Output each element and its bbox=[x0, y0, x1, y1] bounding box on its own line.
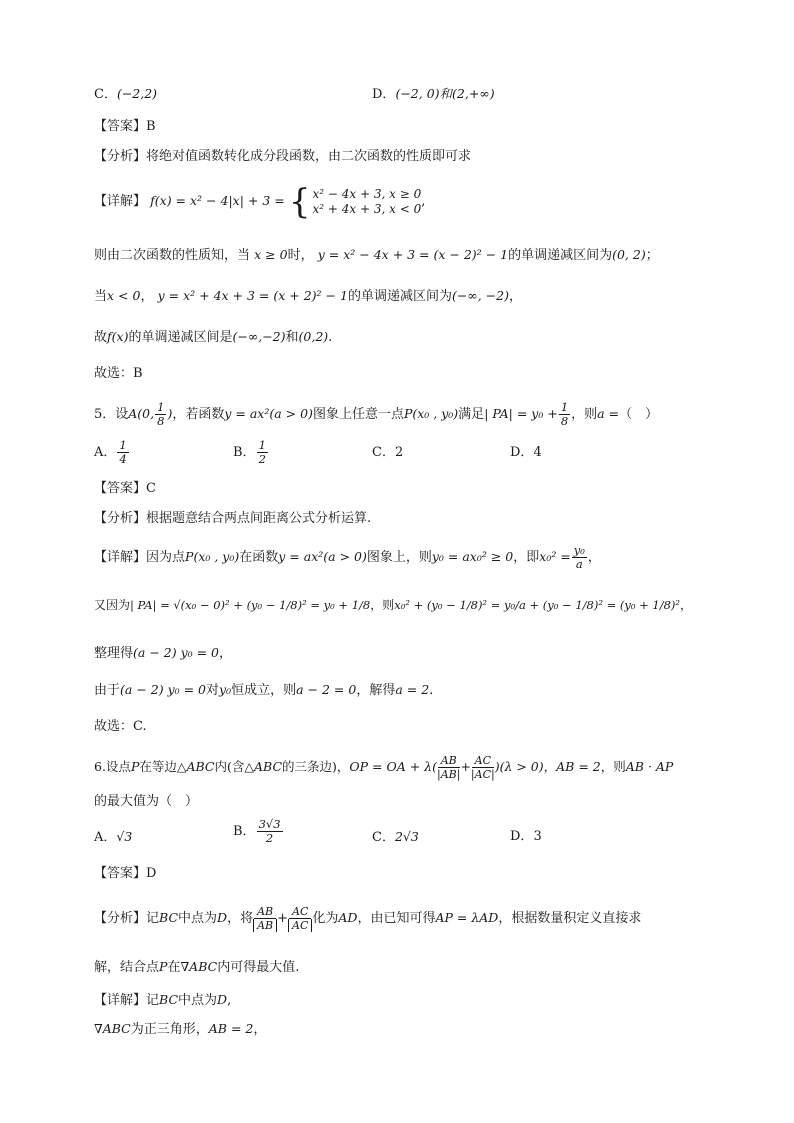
q6-analysis-line2 bbox=[94, 957, 299, 978]
numerator: AC bbox=[472, 754, 494, 768]
math: D bbox=[217, 992, 228, 1007]
q5-option-b bbox=[233, 439, 269, 467]
math: P(x₀ , y₀) bbox=[403, 406, 459, 421]
math: (0,2) bbox=[298, 329, 329, 344]
text: 满足 bbox=[458, 407, 485, 422]
answer-tag: 【答案】 bbox=[94, 119, 147, 134]
answer-tag: 【答案】 bbox=[94, 481, 147, 496]
option-label: C． bbox=[94, 87, 117, 102]
numerator: AB bbox=[254, 905, 276, 919]
fraction bbox=[257, 439, 268, 466]
q4-choose bbox=[94, 364, 143, 384]
math: P(x₀ , y₀) bbox=[185, 549, 240, 564]
text: 在 bbox=[167, 960, 181, 975]
math: P bbox=[159, 959, 168, 974]
q5-option-a bbox=[94, 439, 130, 467]
text: . bbox=[429, 683, 434, 698]
text: ； bbox=[645, 248, 659, 263]
text: 内(含 bbox=[214, 759, 245, 774]
text: 的单调递减区间为 bbox=[347, 289, 452, 304]
q5-analysis bbox=[94, 509, 371, 529]
q6-detail bbox=[94, 990, 231, 1011]
math: AD bbox=[338, 910, 358, 925]
math: BC bbox=[159, 992, 179, 1007]
denominator: 8 bbox=[560, 414, 569, 428]
numerator: AC bbox=[289, 905, 311, 919]
analysis-text: 根据题意结合两点间距离公式分析运算. bbox=[146, 511, 372, 526]
choose-text: 故选：C. bbox=[94, 719, 147, 734]
math: a = 2 bbox=[395, 682, 430, 697]
text: 的单调递减区间是 bbox=[128, 330, 233, 345]
text: ，即 bbox=[513, 550, 540, 565]
text: 6.设点 bbox=[94, 759, 131, 774]
text: 图象上，则 bbox=[366, 550, 432, 565]
math: AB = 2 bbox=[556, 759, 601, 774]
option-label: A． bbox=[94, 445, 117, 460]
text: ，则 bbox=[600, 759, 626, 774]
q5-answer bbox=[94, 479, 156, 499]
answer-tag: 【答案】 bbox=[94, 866, 147, 881]
text: 记 bbox=[146, 993, 160, 1008]
option-label: B． bbox=[233, 445, 256, 460]
text: 当 bbox=[94, 289, 108, 304]
numerator: 1 bbox=[560, 400, 569, 414]
option-label: D． bbox=[510, 445, 534, 460]
q6-option-d bbox=[510, 827, 542, 847]
text: 时， bbox=[287, 248, 314, 263]
piecewise-function: { x² − 4x + 3, x ≥ 0 x² + 4x + 3, x < 0 bbox=[288, 181, 422, 222]
detail-tag: 【详解】 bbox=[94, 550, 147, 565]
q4-line3 bbox=[94, 327, 332, 348]
text: 5．设 bbox=[94, 407, 129, 422]
answer-value: C bbox=[146, 481, 156, 496]
numerator: y₀ bbox=[573, 543, 585, 557]
q5-since bbox=[94, 680, 433, 701]
fraction bbox=[559, 401, 570, 428]
choose-text: 故选：B bbox=[94, 366, 143, 381]
math: △ABC bbox=[244, 759, 283, 774]
denominator: 2 bbox=[258, 452, 266, 466]
text: 中点为 bbox=[178, 993, 218, 1008]
text: 记 bbox=[146, 911, 160, 926]
math: y = x² − 4x + 3 = (x − 2)² − 1 bbox=[317, 247, 509, 262]
q5-detail bbox=[94, 542, 601, 573]
text: 为正三角形， bbox=[130, 1022, 209, 1037]
text: ，则 bbox=[370, 598, 395, 612]
math: ) bbox=[167, 406, 173, 421]
analysis-tag: 【分析】 bbox=[94, 149, 147, 164]
denominator: AC bbox=[288, 919, 312, 932]
math: y₀ bbox=[219, 682, 232, 697]
math: ∇ABC bbox=[180, 959, 218, 974]
unit-vector-ab bbox=[253, 905, 277, 932]
denominator: a bbox=[575, 557, 583, 571]
option-value: (−2, 0)和(2,+∞) bbox=[395, 86, 495, 101]
math: y₀ = ax₀² ≥ 0 bbox=[431, 549, 514, 564]
math: AP = λAD bbox=[435, 910, 499, 925]
option-value: 4 bbox=[533, 445, 542, 460]
q4-line1 bbox=[94, 245, 659, 266]
text: ， bbox=[680, 598, 693, 612]
numerator: 1 bbox=[258, 438, 266, 452]
fraction bbox=[257, 818, 283, 845]
denominator: |AC| bbox=[470, 768, 495, 781]
fraction bbox=[155, 401, 166, 428]
q4-line2 bbox=[94, 286, 522, 307]
fraction bbox=[572, 544, 587, 571]
math: x₀² = bbox=[539, 549, 571, 564]
math: AB · AP bbox=[625, 759, 674, 774]
text: 则由二次函数的性质知，当 bbox=[94, 248, 251, 263]
math: P bbox=[130, 759, 140, 774]
option-value: (−2,2) bbox=[116, 86, 158, 101]
option-label: D． bbox=[510, 829, 534, 844]
math: y = ax²(a > 0) bbox=[224, 406, 313, 421]
option-value: 3 bbox=[533, 829, 542, 844]
math: a = bbox=[597, 406, 620, 421]
text: + bbox=[460, 759, 471, 774]
math: )(λ > 0) bbox=[494, 759, 544, 774]
option-label: C． bbox=[372, 830, 395, 845]
q6-option-b bbox=[233, 818, 284, 846]
q6-option-c bbox=[372, 827, 419, 848]
q5-choose bbox=[94, 717, 147, 737]
analysis-tag: 【分析】 bbox=[94, 911, 147, 926]
text: 图象上任意一点 bbox=[312, 407, 404, 422]
q5-option-d bbox=[510, 443, 542, 463]
text: ，由已知可得 bbox=[357, 911, 436, 926]
q4-detail bbox=[94, 181, 426, 222]
math: A(0, bbox=[128, 406, 155, 421]
text: 中点为 bbox=[178, 911, 218, 926]
math: (a − 2) y₀ = 0 bbox=[133, 645, 220, 660]
detail-tag: 【详解】 bbox=[94, 993, 147, 1008]
option-label: A． bbox=[94, 830, 117, 845]
q6-analysis bbox=[94, 902, 641, 935]
q4-option-c bbox=[94, 84, 157, 105]
text: 的单调递减区间为 bbox=[508, 248, 613, 263]
piecewise-case-1: x² − 4x + 3, x ≥ 0 bbox=[312, 186, 422, 201]
option-label: D． bbox=[372, 87, 396, 102]
math: y = ax²(a > 0) bbox=[278, 549, 367, 564]
text: 对 bbox=[206, 683, 220, 698]
math: f(x) bbox=[107, 329, 129, 344]
text: ，则 bbox=[571, 407, 598, 422]
text: ， bbox=[543, 759, 557, 774]
text: ， bbox=[587, 550, 601, 565]
q6-answer bbox=[94, 864, 156, 884]
denominator: 4 bbox=[119, 452, 127, 466]
q6-stem-line2 bbox=[94, 792, 198, 812]
math: (0, 2) bbox=[612, 247, 646, 262]
text: 在等边 bbox=[139, 759, 177, 774]
unit-vector-ac bbox=[471, 754, 495, 781]
analysis-text: 将绝对值函数转化成分段函数，由二次函数的性质即可求 bbox=[146, 149, 472, 164]
math: x < 0 bbox=[107, 288, 141, 303]
denominator: 8 bbox=[157, 414, 165, 428]
text: ，若函数 bbox=[172, 407, 225, 422]
punct: , bbox=[421, 194, 426, 209]
numerator: AB bbox=[438, 754, 460, 768]
q5-stem bbox=[94, 400, 658, 429]
math: OP = OA + λ( bbox=[349, 759, 437, 774]
text: ， bbox=[508, 289, 522, 304]
text: 的三条边)， bbox=[282, 759, 350, 774]
text: （ ） bbox=[619, 407, 659, 422]
math: x ≥ 0 bbox=[254, 247, 288, 262]
math: (−∞, −2) bbox=[451, 288, 509, 303]
math: BC bbox=[159, 910, 179, 925]
text: 整理得 bbox=[94, 646, 134, 661]
q5-option-c bbox=[372, 443, 403, 463]
text: 由于 bbox=[94, 683, 121, 698]
denominator: AB bbox=[253, 919, 277, 932]
option-value: 2 bbox=[394, 445, 404, 460]
text: ， bbox=[140, 289, 154, 304]
text: ，将 bbox=[227, 911, 254, 926]
text: 在函数 bbox=[239, 550, 279, 565]
math: x₀² + (y₀ − 1/8)² = y₀/a + (y₀ − 1/8)² = (y₀ + 1/8)² bbox=[394, 598, 681, 612]
fraction bbox=[117, 439, 128, 466]
text: + bbox=[277, 911, 289, 926]
math: y = x² + 4x + 3 = (x + 2)² − 1 bbox=[157, 288, 348, 303]
option-label: C． bbox=[372, 445, 395, 460]
text: 和 bbox=[285, 330, 299, 345]
text: ， bbox=[253, 1022, 267, 1037]
q6-option-a bbox=[94, 827, 132, 848]
math: D bbox=[217, 910, 228, 925]
text: 故 bbox=[94, 330, 108, 345]
text: 恒成立，则 bbox=[231, 683, 297, 698]
unit-vector-ac bbox=[288, 905, 312, 932]
text: , bbox=[227, 993, 232, 1008]
text: . bbox=[328, 330, 333, 345]
math: ∇ABC bbox=[94, 1021, 131, 1036]
numerator: 1 bbox=[157, 400, 165, 414]
text: 的最大值为（ ） bbox=[94, 794, 199, 809]
q5-simplify bbox=[94, 643, 232, 664]
math: (−∞,−2) bbox=[232, 329, 286, 344]
piecewise-case-2: x² + 4x + 3, x < 0 bbox=[312, 201, 422, 216]
denominator: 2 bbox=[265, 831, 274, 845]
math: AB = 2 bbox=[208, 1021, 254, 1036]
text: ，根据数量积定义直接求 bbox=[498, 911, 642, 926]
option-label: B． bbox=[233, 824, 256, 839]
q5-distance bbox=[94, 595, 692, 615]
answer-value: D bbox=[146, 866, 157, 881]
analysis-tag: 【分析】 bbox=[94, 511, 147, 526]
text: 又因为 bbox=[94, 598, 131, 612]
option-value: √3 bbox=[116, 829, 133, 844]
q4-answer bbox=[94, 117, 156, 137]
text: 内可得最大值. bbox=[217, 960, 300, 975]
text: ，解得 bbox=[356, 683, 396, 698]
math: | PA| = y₀ + bbox=[484, 406, 558, 421]
piecewise-lhs: f(x) = x² − 4|x| + 3 = bbox=[150, 193, 285, 208]
math: | PA| = √(x₀ − 0)² + (y₀ − 1/8)² = y₀ + 1/8 bbox=[130, 598, 371, 612]
math: a − 2 = 0 bbox=[296, 682, 357, 697]
detail-tag: 【详解】 bbox=[94, 194, 147, 209]
q4-analysis bbox=[94, 147, 471, 167]
answer-value: B bbox=[146, 119, 156, 134]
math: (a − 2) y₀ = 0 bbox=[120, 682, 207, 697]
text: ， bbox=[219, 646, 233, 661]
numerator: 1 bbox=[119, 438, 127, 452]
option-value: 2√3 bbox=[394, 829, 419, 844]
unit-vector-ab bbox=[437, 754, 460, 781]
denominator: |AB| bbox=[436, 768, 461, 781]
text: 解，结合点 bbox=[94, 960, 160, 975]
q6-stem bbox=[94, 752, 673, 782]
numerator: 3√3 bbox=[258, 817, 281, 831]
text: 因为点 bbox=[146, 550, 186, 565]
q4-option-d bbox=[372, 84, 495, 105]
math: △ABC bbox=[176, 759, 215, 774]
text: 化为 bbox=[312, 911, 339, 926]
q6-last-line bbox=[94, 1019, 266, 1040]
